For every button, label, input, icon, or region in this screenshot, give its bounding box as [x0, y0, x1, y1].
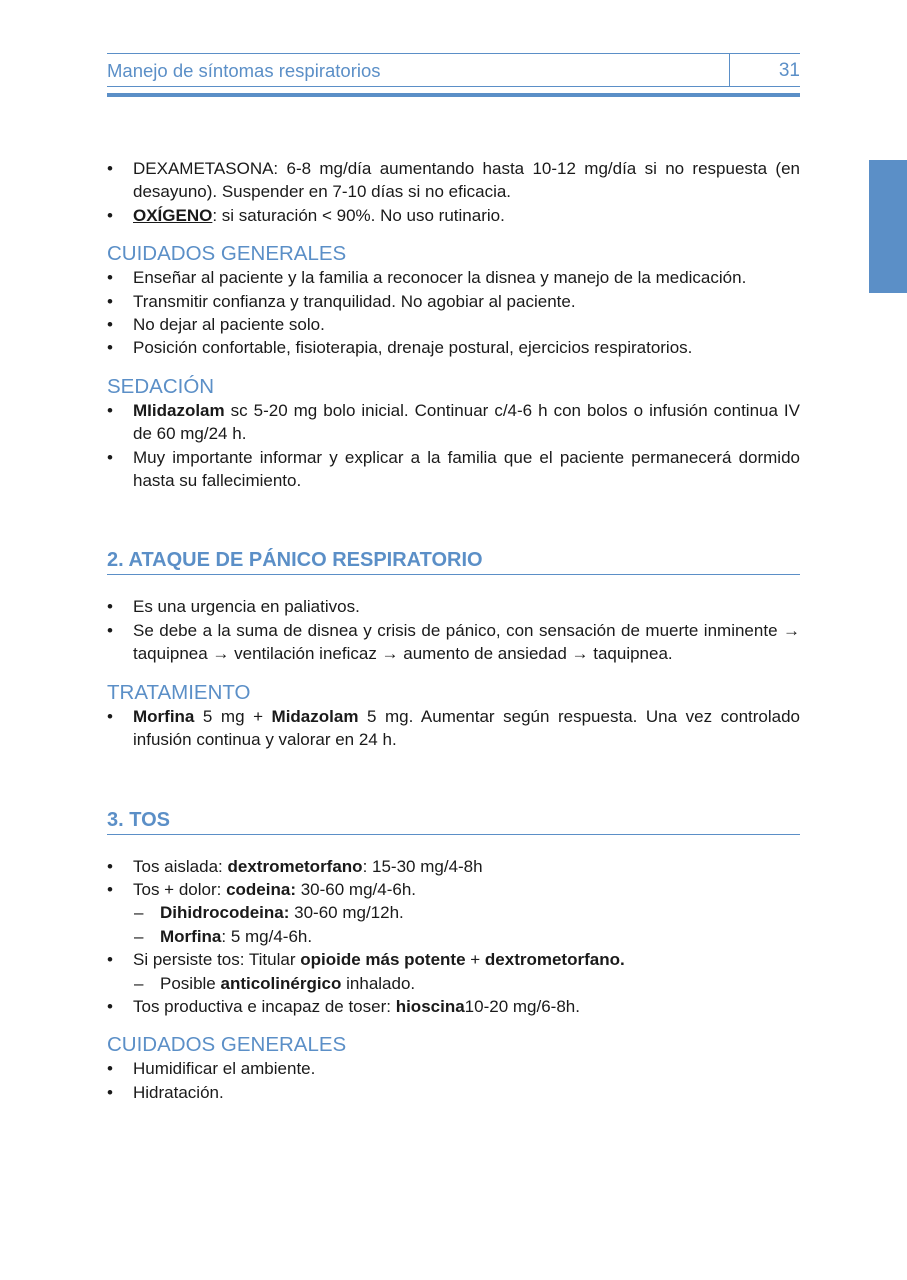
sedacion-list — [107, 399, 800, 493]
item-bold: opioide más potente — [300, 950, 466, 970]
item-bold: anticolinérgico — [220, 973, 342, 993]
item-text: Tos aislada: — [133, 856, 228, 876]
item-text: Tos productiva e incapaz de toser: — [133, 996, 396, 1016]
item-bold: Dihidrocodeina: — [160, 903, 290, 923]
cuidados-generales-heading: CUIDADOS GENERALES — [107, 242, 347, 266]
item-text: inhalado. — [341, 973, 416, 993]
list-item: • Enseñar al paciente y la familia a reconocer la disnea y manejo de la medicación. — [107, 266, 800, 289]
item-bold: codeina: — [226, 879, 296, 899]
list-item — [107, 878, 800, 901]
item-text: Tos + dolor: — [133, 879, 227, 899]
item-text: Si persiste tos: Titular — [133, 950, 301, 970]
top-list — [107, 157, 800, 227]
list-item: • Se debe a la suma de disnea y crisis de pánico, con sensación de muerte inminente → taquipnea → ventilación ineficaz → aumento de ansiedad → taquipnea. — [107, 619, 800, 666]
item-bold: MIidazolam — [133, 400, 225, 420]
list-item — [107, 204, 800, 227]
item-text: 10-20 mg/6-8h. — [464, 996, 580, 1016]
item-text: 5 mg. Aumentar según respuesta. Una vez controlado infusión continua y valorar en 24 h. — [133, 706, 800, 750]
list-item: • Muy importante informar y explicar a la familia que el paciente permanecerá dormido hasta su fallecimiento. — [107, 446, 800, 493]
item-bold: Morfina — [160, 926, 222, 946]
item-bold: OXÍGENO — [133, 205, 213, 225]
tratamiento-list — [107, 705, 800, 752]
list-item — [107, 705, 800, 752]
list-item — [107, 995, 800, 1018]
header-divider — [729, 54, 730, 86]
cuidados-generales-heading-2: CUIDADOS GENERALES — [107, 1033, 347, 1057]
cuidados-list — [107, 266, 800, 360]
list-item — [107, 948, 800, 971]
list-item — [107, 399, 800, 446]
list-item: • Hidratación. — [107, 1081, 800, 1104]
list-item: • Humidificar el ambiente. — [107, 1057, 800, 1080]
list-item — [107, 855, 800, 878]
running-header — [107, 53, 800, 87]
tos-list — [107, 855, 800, 1019]
list-item: • Transmitir confianza y tranquilidad. No agobiar al paciente. — [107, 290, 800, 313]
cuidados-list-2 — [107, 1057, 800, 1104]
list-item: • Es una urgencia en paliativos. — [107, 595, 800, 618]
sedacion-heading: SEDACIÓN — [107, 374, 215, 398]
list-item: • No dejar al paciente solo. — [107, 313, 800, 336]
chapter-tab — [869, 160, 907, 293]
item-text: Posible — [160, 973, 221, 993]
section-title-panico: 2. ATAQUE DE PÁNICO RESPIRATORIO — [107, 548, 800, 575]
page-number: 31 — [778, 60, 800, 81]
sub-list-item — [107, 901, 800, 924]
item-text: 5 mg + — [194, 706, 272, 726]
sub-list-item — [107, 972, 800, 995]
tratamiento-heading: TRATAMIENTO — [107, 680, 251, 704]
item-text: : 15-30 mg/4-8h — [362, 856, 483, 876]
header-rule — [107, 93, 800, 97]
item-text: 30-60 mg/4-6h. — [295, 879, 416, 899]
item-bold: Midazolam — [271, 706, 359, 726]
item-text: sc 5-20 mg bolo inicial. Continuar c/4-6 h con bolos o infusión continua IV de 60 mg/24 h. — [133, 400, 800, 444]
header-title: Manejo de síntomas respiratorios — [107, 60, 381, 81]
list-item — [107, 157, 800, 204]
item-text: DEXAMETASONA: 6-8 mg/día aumentando hasta 10-12 mg/día si no respuesta (en desayuno). Suspender en 7-10 días si no eficacia. — [133, 159, 800, 202]
item-text: : 5 mg/4-6h. — [221, 926, 313, 946]
item-bold: Morfina — [133, 706, 195, 726]
panico-list — [107, 595, 800, 665]
item-bold: hioscina — [395, 996, 465, 1016]
item-text: + — [465, 950, 485, 970]
sub-list-item — [107, 925, 800, 948]
section-title-tos: 3. TOS — [107, 808, 800, 835]
item-bold: dextrometorfano — [227, 856, 363, 876]
item-text: : si saturación < 90%. No uso rutinario. — [212, 205, 505, 225]
item-text: 30-60 mg/12h. — [289, 903, 404, 923]
page-content — [107, 157, 800, 1104]
item-bold: dextrometorfano. — [484, 950, 625, 970]
list-item: • Posición confortable, fisioterapia, drenaje postural, ejercicios respiratorios. — [107, 336, 800, 359]
